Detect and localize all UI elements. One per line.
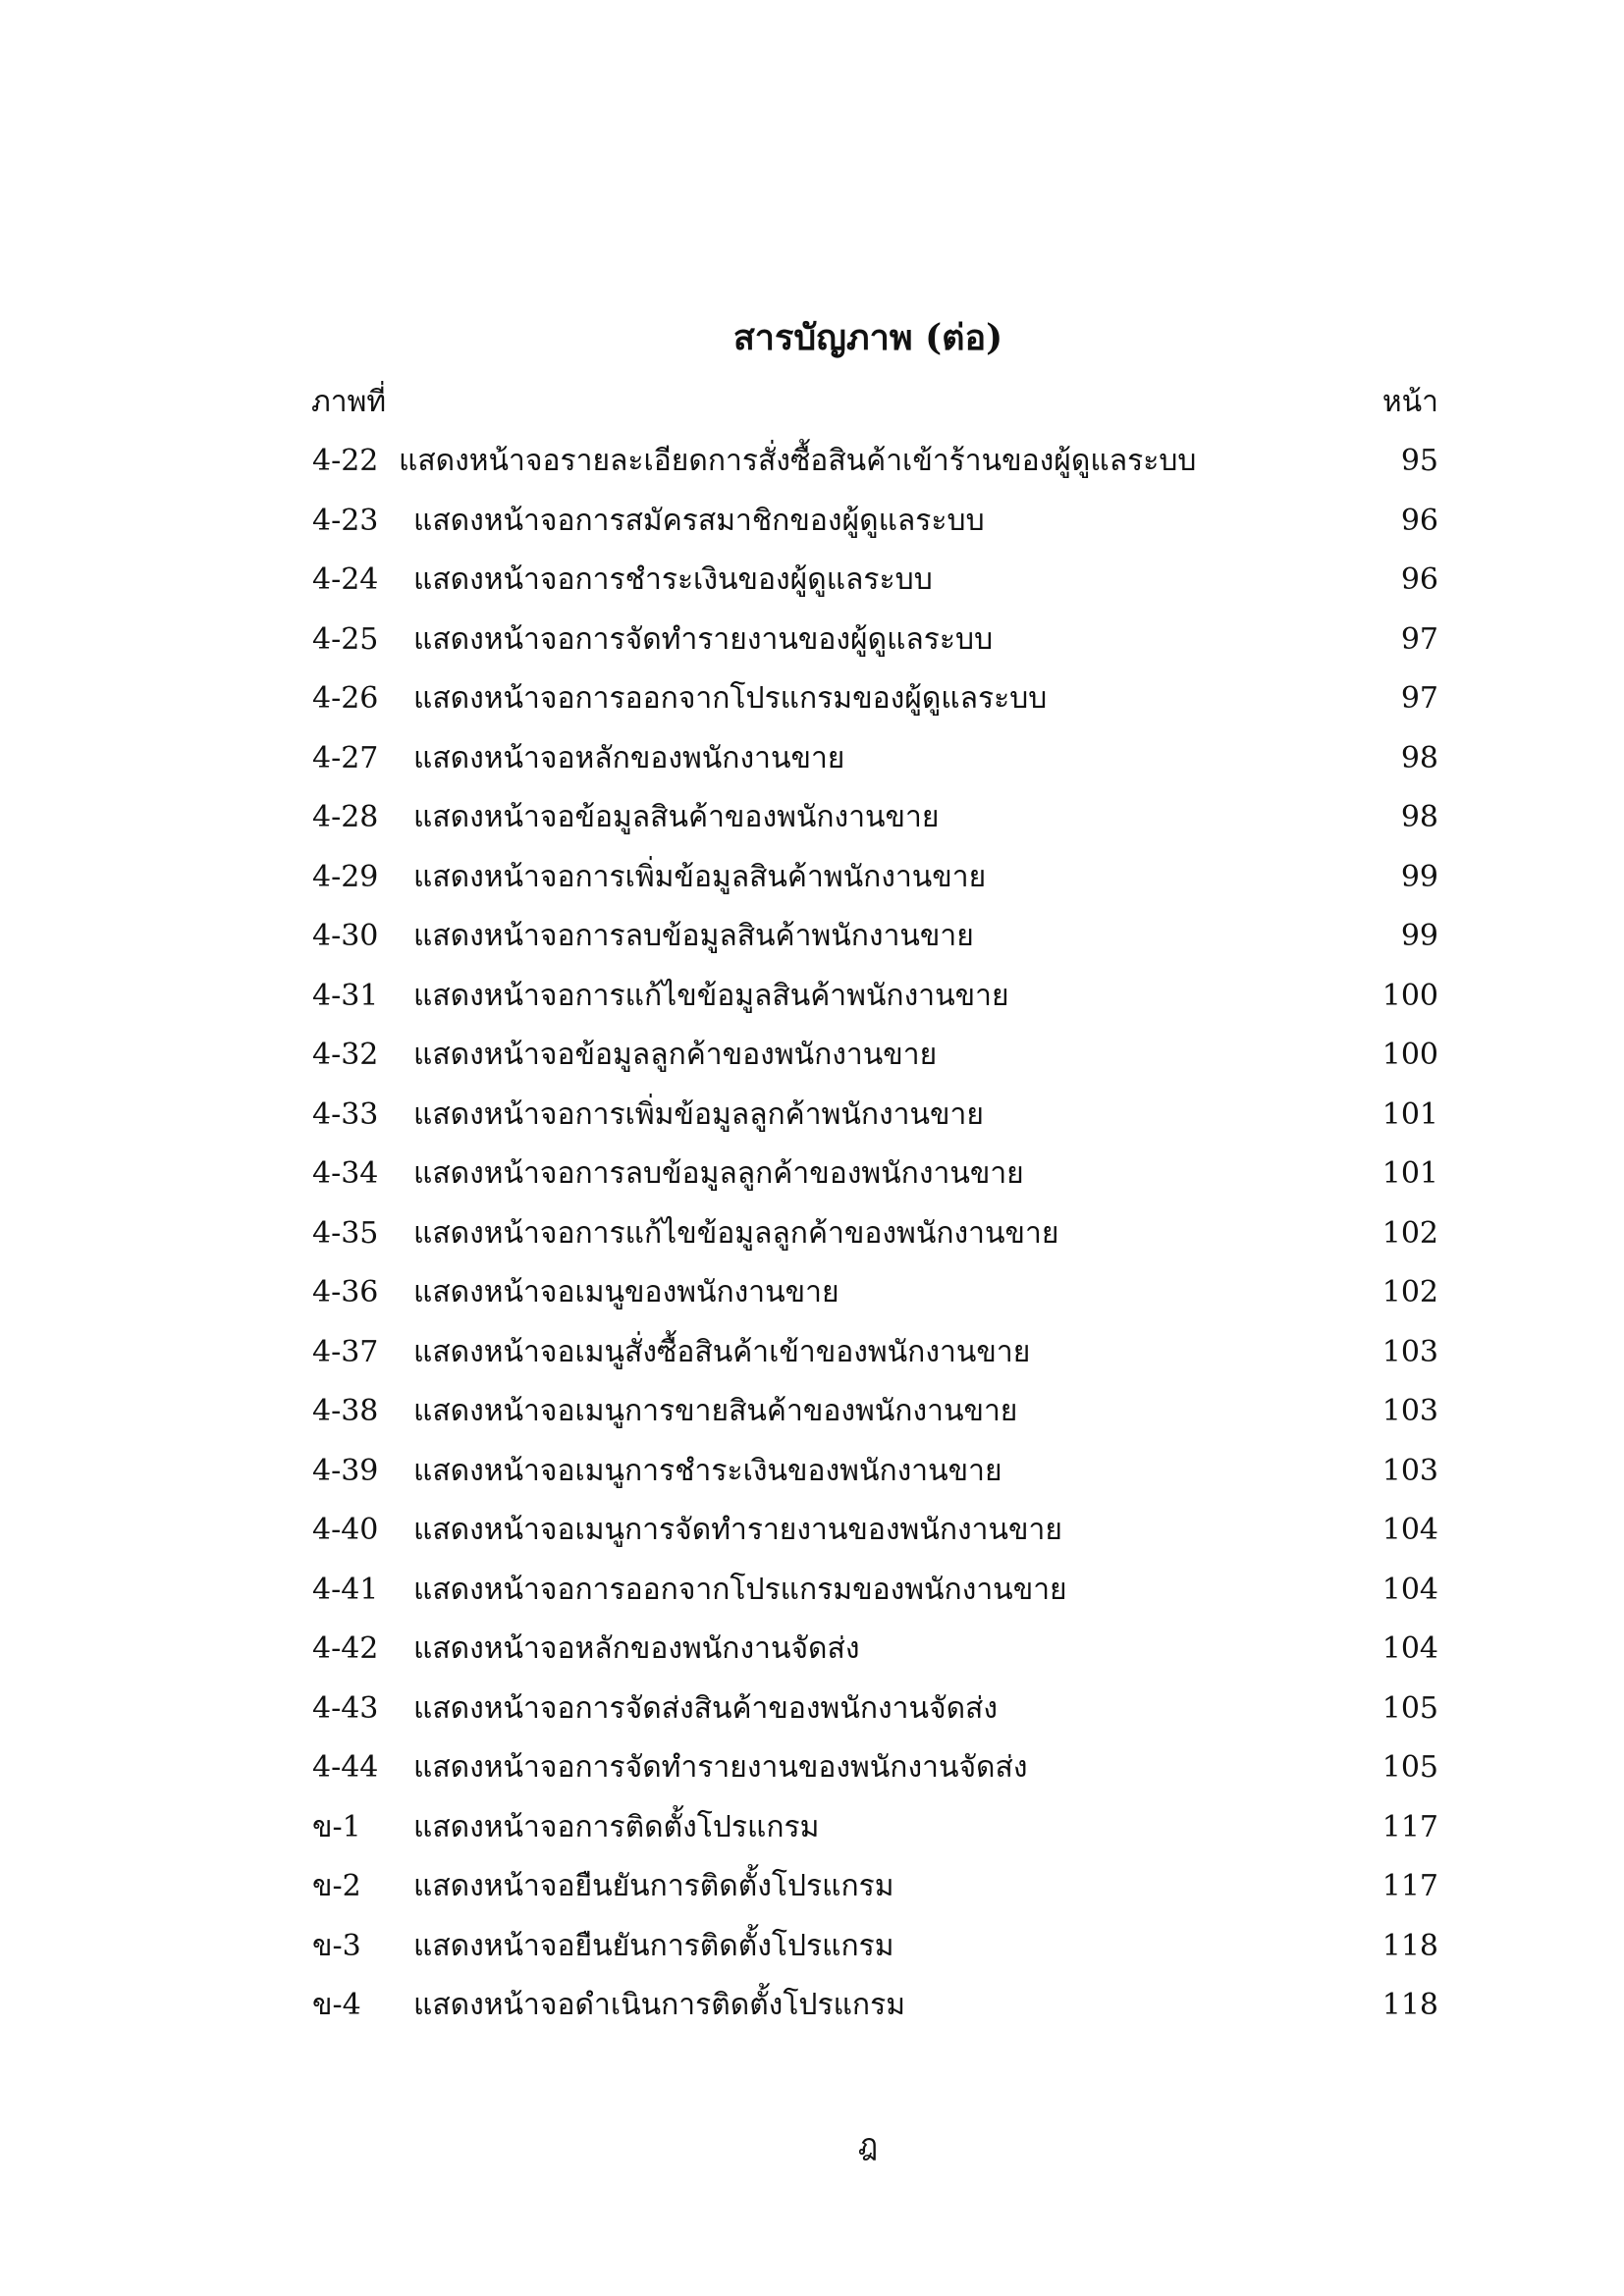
figure-caption: แสดงหน้าจอรายละเอียดการสั่งซื้อสินค้าเข้าร้านของผู้ดูแลระบบ: [399, 444, 1197, 478]
figure-number: 4-40: [312, 1513, 379, 1547]
figure-caption: แสดงหน้าจอการจัดส่งสินค้าของพนักงานจัดส่ง: [413, 1690, 999, 1726]
figure-caption: แสดงหน้าจอข้อมูลลูกค้าของพนักงานขาย: [413, 1038, 938, 1072]
column-header-figure: ภาพที่: [311, 385, 387, 419]
page-number: 97: [1400, 681, 1438, 716]
page-number: 96: [1400, 503, 1438, 538]
page-number: 102: [1381, 1215, 1438, 1251]
figure-caption: แสดงหน้าจอเมนูสั่งซื้อสินค้าเข้าของพนักงานขาย: [413, 1334, 1031, 1369]
figure-number: 4-27: [312, 740, 379, 775]
page-number: 104: [1381, 1631, 1438, 1666]
figure-number: 4-44: [312, 1750, 379, 1785]
figure-number: 4-31: [312, 978, 379, 1013]
page-number: 98: [1400, 800, 1438, 834]
figure-number: 4-28: [312, 800, 379, 834]
list-item: [0, 622, 1624, 682]
figure-caption: แสดงหน้าจอยืนยันการติดตั้งโปรแกรม: [413, 1869, 894, 1903]
list-item: [0, 1631, 1624, 1691]
page-footer-number: ฎ: [857, 2128, 879, 2163]
list-item: [0, 1691, 1624, 1751]
figure-number: 4-32: [312, 1038, 379, 1072]
list-item: [0, 1869, 1624, 1929]
figure-caption: แสดงหน้าจอการติดตั้งโปรแกรม: [413, 1809, 820, 1844]
list-item: [0, 1513, 1624, 1573]
figure-caption: แสดงหน้าจอยืนยันการติดตั้งโปรแกรม: [413, 1928, 894, 1963]
figure-caption: แสดงหน้าจอการแก้ไขข้อมูลลูกค้าของพนักงานขาย: [413, 1215, 1059, 1251]
page-number: 101: [1381, 1156, 1438, 1191]
figure-caption: แสดงหน้าจอการลบข้อมูลลูกค้าของพนักงานขาย: [413, 1156, 1024, 1191]
list-item: [0, 504, 1624, 563]
page-number: 99: [1400, 919, 1438, 953]
figure-number: 4-34: [312, 1156, 379, 1191]
figure-number: ข-3: [312, 1928, 361, 1963]
page-number: 97: [1400, 621, 1438, 657]
page-number: 105: [1381, 1750, 1438, 1785]
list-item: [0, 979, 1624, 1039]
list-item: [0, 1097, 1624, 1157]
list-item: [0, 1394, 1624, 1454]
list-item: [0, 1929, 1624, 1989]
figure-caption: แสดงหน้าจอการออกจากโปรแกรมของผู้ดูแลระบบ: [413, 681, 1048, 716]
figure-caption: แสดงหน้าจอการจัดทำรายงานของผู้ดูแลระบบ: [413, 621, 994, 657]
list-item: [0, 1275, 1624, 1335]
figure-number: 4-23: [312, 503, 379, 538]
figure-number: 4-22: [312, 444, 379, 478]
figure-caption: แสดงหน้าจอเมนูการจัดทำรายงานของพนักงานขาย: [413, 1513, 1062, 1547]
page-title: สารบัญภาพ (ต่อ): [732, 317, 1003, 358]
page-number: 103: [1381, 1334, 1438, 1369]
list-item: [0, 741, 1624, 801]
figure-number: 4-38: [312, 1394, 379, 1428]
figure-number: ข-4: [312, 1988, 361, 2022]
figure-caption: แสดงหน้าจอการออกจากโปรแกรมของพนักงานขาย: [413, 1572, 1067, 1607]
column-header-page: หน้า: [1381, 385, 1438, 419]
figure-number: 4-25: [312, 621, 379, 657]
figure-caption: แสดงหน้าจอเมนูการขายสินค้าของพนักงานขาย: [413, 1394, 1018, 1428]
page-number: 117: [1381, 1809, 1438, 1844]
page-number: 104: [1381, 1572, 1438, 1607]
figure-number: ข-2: [312, 1869, 361, 1903]
figure-caption: แสดงหน้าจอข้อมูลสินค้าของพนักงานขาย: [413, 800, 940, 834]
page-number: 105: [1381, 1690, 1438, 1726]
page-number: 98: [1400, 740, 1438, 775]
list-item: [0, 444, 1624, 504]
figure-number: 4-30: [312, 919, 379, 953]
figure-caption: แสดงหน้าจอการลบข้อมูลสินค้าพนักงานขาย: [413, 919, 974, 953]
figure-caption: แสดงหน้าจอการสมัครสมาชิกของผู้ดูแลระบบ: [413, 503, 985, 538]
figure-number: ข-1: [312, 1809, 361, 1844]
figure-caption: แสดงหน้าจอหลักของพนักงานจัดส่ง: [413, 1631, 860, 1666]
list-item: [0, 1750, 1624, 1810]
page-number: 103: [1381, 1453, 1438, 1488]
page-number: 104: [1381, 1513, 1438, 1547]
page-number: 117: [1381, 1869, 1438, 1903]
figure-number: 4-26: [312, 681, 379, 716]
page-number: 102: [1381, 1275, 1438, 1309]
page-number: 100: [1381, 1038, 1438, 1072]
page-number: 118: [1381, 1988, 1438, 2022]
list-item: [0, 1573, 1624, 1632]
figure-number: 4-43: [312, 1690, 379, 1726]
list-item: [0, 1810, 1624, 1870]
figure-number: 4-39: [312, 1453, 379, 1488]
list-item: [0, 800, 1624, 860]
list-item: [0, 681, 1624, 741]
list-item: [0, 1038, 1624, 1097]
page-number: 96: [1400, 562, 1438, 597]
list-item: [0, 562, 1624, 622]
page-number: 100: [1381, 978, 1438, 1013]
list-item: [0, 1988, 1624, 2048]
list-item: [0, 1335, 1624, 1395]
figure-caption: แสดงหน้าจอการชำระเงินของผู้ดูแลระบบ: [413, 562, 933, 597]
figure-caption: แสดงหน้าจอการจัดทำรายงานของพนักงานจัดส่ง: [413, 1750, 1028, 1785]
figure-caption: แสดงหน้าจอดำเนินการติดตั้งโปรแกรม: [413, 1988, 905, 2022]
figure-caption: แสดงหน้าจอเมนูการชำระเงินของพนักงานขาย: [413, 1453, 1002, 1488]
page-number: 99: [1400, 859, 1438, 894]
figure-caption: แสดงหน้าจอการเพิ่มข้อมูลลูกค้าพนักงานขาย: [413, 1096, 984, 1132]
figure-number: 4-37: [312, 1334, 379, 1369]
figure-list: [0, 444, 1624, 2048]
figure-number: 4-41: [312, 1572, 379, 1607]
figure-number: 4-36: [312, 1275, 379, 1309]
page-number: 101: [1381, 1096, 1438, 1132]
figure-caption: แสดงหน้าจอการเพิ่มข้อมูลสินค้าพนักงานขาย: [413, 859, 987, 894]
list-item: [0, 1216, 1624, 1276]
list-item: [0, 860, 1624, 920]
figure-number: 4-24: [312, 562, 379, 597]
figure-number: 4-35: [312, 1215, 379, 1251]
page-number: 103: [1381, 1394, 1438, 1428]
list-item: [0, 1454, 1624, 1514]
figure-caption: แสดงหน้าจอการแก้ไขข้อมูลสินค้าพนักงานขาย: [413, 978, 1009, 1013]
page-number: 118: [1381, 1928, 1438, 1963]
figure-number: 4-29: [312, 859, 379, 894]
figure-caption: แสดงหน้าจอเมนูของพนักงานขาย: [413, 1275, 839, 1309]
figure-number: 4-42: [312, 1631, 379, 1666]
figure-number: 4-33: [312, 1096, 379, 1132]
list-item: [0, 1156, 1624, 1216]
page-number: 95: [1400, 444, 1438, 478]
list-item: [0, 919, 1624, 979]
figure-caption: แสดงหน้าจอหลักของพนักงานขาย: [413, 740, 845, 775]
